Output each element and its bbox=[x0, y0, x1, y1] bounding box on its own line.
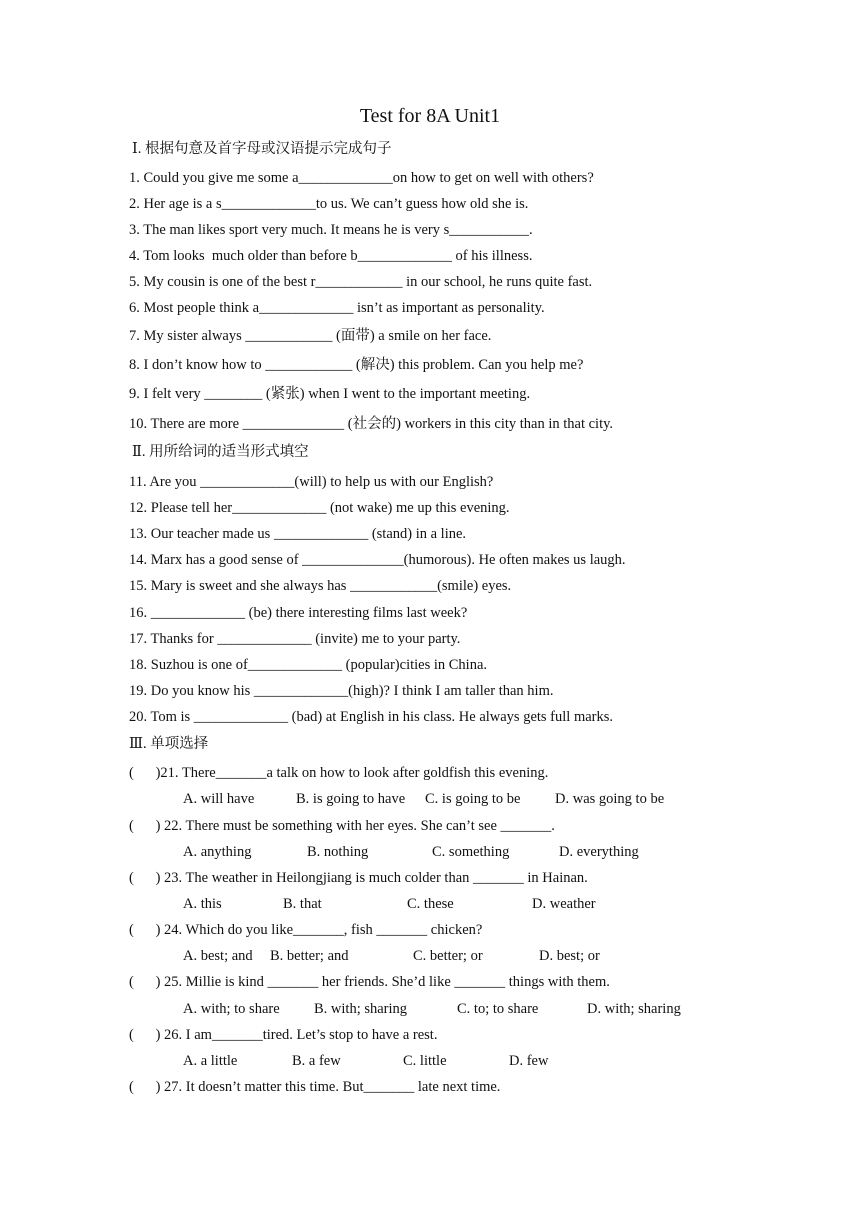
question-item: 13. Our teacher made us _____________ (stand) in a line. bbox=[129, 526, 467, 542]
mc-question-stem: ( ) 23. The weather in Heilongjiang is much colder than _______ in Hainan. bbox=[129, 870, 588, 886]
mc-option: A. this bbox=[183, 896, 222, 912]
mc-option: D. best; or bbox=[539, 948, 600, 964]
question-item: 15. Mary is sweet and she always has ____________(smile) eyes. bbox=[129, 578, 512, 594]
mc-option: B. with; sharing bbox=[314, 1001, 408, 1017]
question-item: 5. My cousin is one of the best r____________ in our school, he runs quite fast. bbox=[129, 274, 593, 290]
question-item: 10. There are more ______________ (社会的) workers in this city than in that city. bbox=[129, 416, 614, 432]
page-title: Test for 8A Unit1 bbox=[359, 105, 501, 127]
question-item: 3. The man likes sport very much. It means he is very s___________. bbox=[129, 222, 533, 238]
question-item: 4. Tom looks much older than before b_____________ of his illness. bbox=[129, 248, 533, 264]
section-3-heading: Ⅲ. 单项选择 bbox=[129, 736, 209, 752]
mc-option: C. little bbox=[403, 1053, 447, 1069]
section-2-heading: Ⅱ. 用所给词的适当形式填空 bbox=[132, 444, 309, 460]
mc-option: D. few bbox=[509, 1053, 549, 1069]
mc-question-stem: ( ) 22. There must be something with her eyes. She can’t see _______. bbox=[129, 818, 555, 834]
section-1-heading: Ⅰ. 根据句意及首字母或汉语提示完成句子 bbox=[132, 141, 392, 157]
question-item: 19. Do you know his _____________(high)? I think I am taller than him. bbox=[129, 683, 554, 699]
question-item: 2. Her age is a s_____________to us. We can’t guess how old she is. bbox=[129, 196, 529, 212]
mc-option: A. anything bbox=[183, 844, 252, 860]
question-item: 6. Most people think a_____________ isn’t as important as personality. bbox=[129, 300, 545, 316]
question-item: 1. Could you give me some a_____________on how to get on well with others? bbox=[129, 170, 594, 186]
mc-option: C. better; or bbox=[413, 948, 483, 964]
question-item: 9. I felt very ________ (紧张) when I went to the important meeting. bbox=[129, 386, 531, 402]
question-item: 11. Are you _____________(will) to help us with our English? bbox=[129, 474, 494, 490]
question-item: 7. My sister always ____________ (面带) a smile on her face. bbox=[129, 328, 492, 344]
mc-option: D. weather bbox=[532, 896, 596, 912]
mc-option: B. better; and bbox=[270, 948, 349, 964]
mc-option: B. that bbox=[283, 896, 322, 912]
question-item: 8. I don’t know how to ____________ (解决) this problem. Can you help me? bbox=[129, 357, 584, 373]
mc-question-stem: ( ) 24. Which do you like_______, fish _______ chicken? bbox=[129, 922, 483, 938]
question-item: 12. Please tell her_____________ (not wake) me up this evening. bbox=[129, 500, 510, 516]
mc-option: C. to; to share bbox=[457, 1001, 539, 1017]
mc-option: A. a little bbox=[183, 1053, 238, 1069]
mc-option: A. will have bbox=[183, 791, 255, 807]
mc-question-stem: ( )21. There_______a talk on how to look after goldfish this evening. bbox=[129, 765, 549, 781]
mc-question-stem: ( ) 27. It doesn’t matter this time. But_______ late next time. bbox=[129, 1079, 501, 1095]
mc-option: B. a few bbox=[292, 1053, 341, 1069]
mc-question-stem: ( ) 26. I am_______tired. Let’s stop to have a rest. bbox=[129, 1027, 438, 1043]
question-item: 18. Suzhou is one of_____________ (popular)cities in China. bbox=[129, 657, 488, 673]
mc-option: B. nothing bbox=[307, 844, 369, 860]
mc-option: C. these bbox=[407, 896, 454, 912]
question-item: 16. _____________ (be) there interesting films last week? bbox=[129, 605, 468, 621]
mc-option: B. is going to have bbox=[296, 791, 406, 807]
question-item: 17. Thanks for _____________ (invite) me to your party. bbox=[129, 631, 461, 647]
mc-option: C. is going to be bbox=[425, 791, 521, 807]
mc-option: C. something bbox=[432, 844, 510, 860]
mc-option: A. best; and bbox=[183, 948, 253, 964]
mc-option: D. everything bbox=[559, 844, 639, 860]
question-item: 20. Tom is _____________ (bad) at English in his class. He always gets full marks. bbox=[129, 709, 614, 725]
mc-option: D. was going to be bbox=[555, 791, 665, 807]
mc-option: D. with; sharing bbox=[587, 1001, 681, 1017]
question-item: 14. Marx has a good sense of ______________(humorous). He often makes us laugh. bbox=[129, 552, 626, 568]
mc-option: A. with; to share bbox=[183, 1001, 280, 1017]
mc-question-stem: ( ) 25. Millie is kind _______ her friends. She’d like _______ things with them. bbox=[129, 974, 610, 990]
